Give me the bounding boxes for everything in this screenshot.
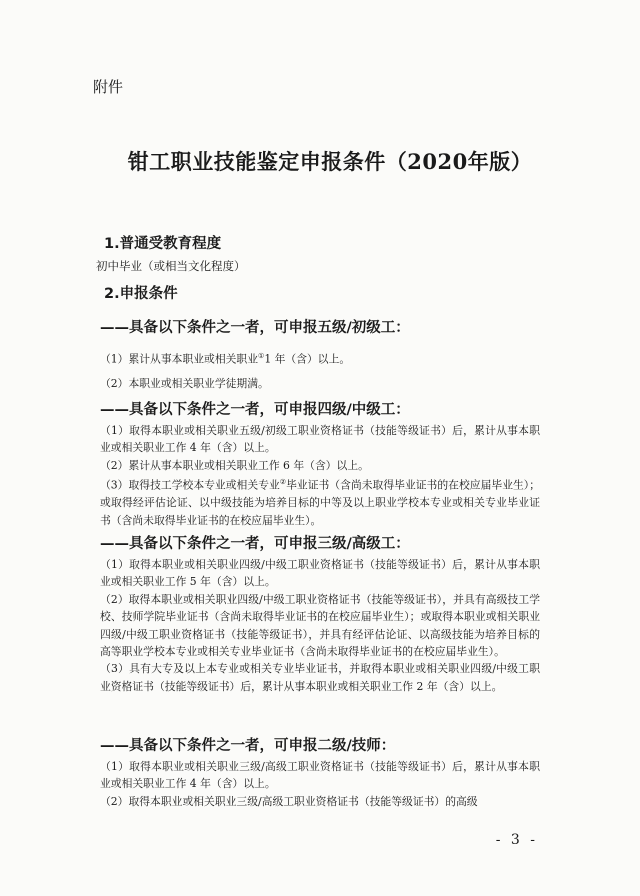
level3-item-2: （2）取得本职业或相关职业四级/中级工职业资格证书（技能等级证书），并具有高级技工学校、技师学院毕业证书（含尚未取得毕业证书的在校应届毕业生）；或取得本职业或相关职业四级/中级工职业资格证书（技能等级证书），并具有经评估论证、以高级技能为培养目标的高等职业学校本专业或相关专业毕业证书（含尚未取得毕业证书的在校应届毕业生）。 [100, 592, 540, 659]
page-number: - 3 - [495, 832, 538, 848]
document-title: 钳工职业技能鉴定申报条件（2020年版） [127, 149, 533, 174]
level3-item-3: （3）具有大专及以上本专业或相关专业毕业证书，并取得本职业或相关职业四级/中级工职业资格证书（技能等级证书）后，累计从事本职业或相关职业工作 2 年（含）以上。 [100, 662, 540, 693]
education-text: 初中毕业（或相当文化程度） [96, 259, 246, 273]
level4-item-1: （1）取得本职业或相关职业五级/初级工职业资格证书（技能等级证书）后，累计从事本职业或相关职业工作 4 年（含）以上。 [100, 424, 540, 455]
level2-heading: ——具备以下条件之一者，可申报二级/技师： [100, 738, 396, 754]
level3-items [100, 556, 540, 695]
level3-item-1: （1）取得本职业或相关职业四级/中级工职业资格证书（技能等级证书）后，累计从事本职业或相关职业工作 5 年（含）以上。 [100, 558, 540, 589]
section-heading-conditions: 2.申报条件 [104, 286, 178, 302]
level2-item-1: （1）取得本职业或相关职业三级/高级工职业资格证书（技能等级证书）后，累计从事本职业或相关职业工作 4 年（含）以上。 [100, 760, 540, 791]
level5-item-1: （1）累计从事本职业或相关职业①1 年（含）以上。 [100, 352, 351, 366]
level4-heading: ——具备以下条件之一者，可申报四级/中级工： [100, 402, 410, 418]
level2-items [100, 758, 540, 810]
level4-item-2: （2）累计从事本职业或相关职业工作 6 年（含）以上。 [100, 458, 369, 472]
level5-items [100, 348, 540, 392]
footnote-mark: ① [258, 352, 265, 360]
section-heading-education: 1.普通受教育程度 [104, 236, 222, 252]
annex-label: 附件 [93, 78, 124, 96]
level2-item-2: （2）取得本职业或相关职业三级/高级工职业资格证书（技能等级证书）的高级 [100, 794, 478, 808]
level5-item-2: （2）本职业或相关职业学徒期满。 [100, 377, 269, 390]
level5-heading: ——具备以下条件之一者，可申报五级/初级工： [100, 320, 410, 336]
level4-item-3: （3）取得技工学校本专业或相关专业②毕业证书（含尚未取得毕业证书的在校应届毕业生）；或取得经评估论证、以中级技能为培养目标的中等及以上职业学校本专业或相关专业毕业证书（含尚未取得毕业证书的在校应届毕业生）。 [100, 478, 541, 527]
footnote-mark: ② [279, 478, 287, 487]
level3-heading: ——具备以下条件之一者，可申报三级/高级工： [100, 536, 410, 552]
level4-items [100, 422, 540, 529]
